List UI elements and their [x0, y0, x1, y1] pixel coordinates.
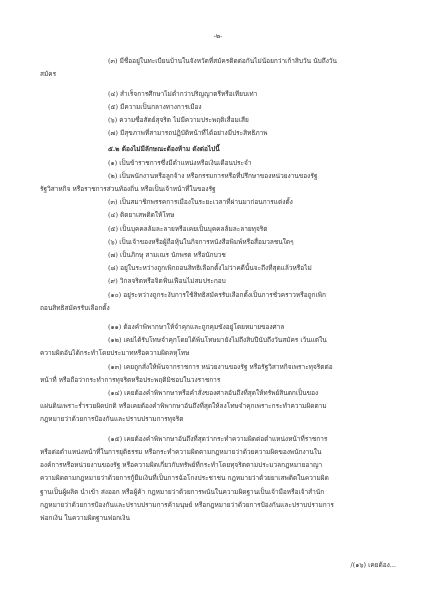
text-line: (๑) เป็นข้าราชการซึ่งมีตำแหน่งหรือเงินเดือนประจำ	[108, 158, 252, 167]
text-line: (๕) มีความเป็นกลางทางการเมือง	[108, 102, 202, 111]
text-line: (๔) ติดยาเสพติดให้โทษ	[108, 211, 175, 220]
text-line: (๑๔) เคยต้องคำพิพากษาหรือคำสั่งของศาลอันถึงที่สุดให้ทรัพย์สินตกเป็นของ	[108, 389, 319, 398]
text-line: (๒) เป็นพนักงานหรือลูกจ้าง หรือกรรมการหรือที่ปรึกษาของหน่วยงานของรัฐ	[108, 171, 318, 180]
text-line: (๙) วิกลจริตหรือจิตฟั่นเฟือนไม่สมประกอบ	[108, 277, 226, 286]
text-line: หรือต่อตำแหน่งหน้าที่ในการยุติธรรม หรือกระทำความผิดตามกฎหมายว่าด้วยความผิดของพนักงานใน	[40, 447, 322, 456]
text-line: (๘) อยู่ในระหว่างถูกเพิกถอนสิทธิเลือกตั้งไม่ว่าคดีนั้นจะถึงที่สุดแล้วหรือไม่	[108, 264, 312, 273]
text-line: (๗) มีสุขภาพที่สามารถปฏิบัติหน้าที่ได้อย่างมีประสิทธิภาพ	[108, 129, 268, 138]
text-line: กฎหมายว่าด้วยการป้องกันและปราบปรามการค้ามนุษย์ หรือกฎหมายว่าด้วยการป้องกันและปราบปรามการ	[40, 500, 334, 509]
text-line: (๑๒) เคยได้รับโทษจำคุกโดยได้พ้นโทษมายังไม่ถึงสิบปีนับถึงวันสมัคร เว้นแต่ใน	[108, 336, 327, 345]
text-line: (๗) เป็นภิกษุ สามเณร นักพรต หรือนักบวช	[108, 251, 226, 260]
text-line: (๖) ความซื่อสัตย์สุจริต ไม่มีความประพฤติเสื่อมเสีย	[108, 116, 249, 125]
section-heading: ๕.๒ ต้องไม่มีลักษณะต้องห้าม ดังต่อไปนี้	[108, 145, 220, 154]
text-line: (๓) มีชื่ออยู่ในทะเบียนบ้านในจังหวัดที่สมัครติดต่อกันไม่น้อยกว่าเก้าสิบวัน นับถึงวัน	[108, 57, 337, 66]
text-line: (๑๓) เคยถูกสั่งให้พ้นจากราชการ หน่วยงานของรัฐ หรือรัฐวิสาหกิจเพราะทุจริตต่อ	[108, 362, 333, 371]
text-line: กฎหมายว่าด้วยการป้องกันและปราบปรามการทุจริต	[40, 415, 184, 424]
text-line: ฟอกเงิน ในความผิดฐานฟอกเงิน	[40, 513, 130, 522]
text-line: ความผิดอันได้กระทำโดยประมาทหรือความผิดลหุโทษ	[40, 349, 190, 358]
text-line: องค์การหรือหน่วยงานของรัฐ หรือความผิดเกี่ยวกับทรัพย์ที่กระทำโดยทุจริตตามประมวลกฎหมายอาญา	[40, 461, 323, 470]
text-line: (๑๐) อยู่ระหว่างถูกระงับการใช้สิทธิสมัครรับเลือกตั้งเป็นการชั่วคราวหรือถูกเพิก	[108, 290, 326, 299]
text-line: หน้าที่ หรือถือว่ากระทำการทุจริตหรือประพฤติมิชอบในวงราชการ	[40, 375, 221, 384]
text-line: ฐานเป็นผู้ผลิต นำเข้า ส่งออก หรือผู้ค้า กฎหมายว่าด้วยการพนันในความผิดฐานเป็นเจ้ามือหรือเจ้าสำนัก	[40, 487, 325, 496]
text-line: (๓) เป็นสมาชิกพรรคการเมืองในระยะเวลาที่ผ่านมาก่อนการแต่งตั้ง	[108, 198, 293, 207]
page-number: -๒-	[213, 32, 223, 40]
text-line: (๔) สำเร็จการศึกษาไม่ต่ำกว่าปริญญาตรีหรือเทียบเท่า	[108, 89, 258, 98]
text-line: รัฐวิสาหกิจ หรือราชการส่วนท้องถิ่น หรือเป็นเจ้าหน้าที่ในของรัฐ	[40, 185, 216, 194]
text-line: ความผิดตามกฎหมายว่าด้วยการกู้ยืมเงินที่เป็นการฉ้อโกงประชาชน กฎหมายว่าด้วยยาเสพติดในความผิด	[40, 474, 329, 483]
document-body	[40, 55, 396, 525]
text-line: สมัคร	[40, 70, 57, 79]
text-line: แผ่นดินเพราะร่ำรวยผิดปกติ หรือเคยต้องคำพิพากษาอันถึงที่สุดให้ลงโทษจำคุกเพราะกระทำความผิดตาม	[40, 402, 327, 411]
text-line: (๑๕) เคยต้องคำพิพากษาอันถึงที่สุดว่ากระทำความผิดต่อตำแหน่งหน้าที่ราชการ	[108, 434, 328, 443]
text-line: ถอนสิทธิสมัครรับเลือกตั้ง	[40, 303, 110, 312]
continuation-marker: /(๑๖) เคยต้อง...	[350, 560, 396, 569]
text-line: (๕) เป็นบุคคลล้มละลายหรือเคยเป็นบุคคลล้มละลายทุจริต	[108, 224, 268, 233]
text-line: (๑๑) ต้องคำพิพากษาให้จำคุกและถูกคุมขังอยู่โดยหมายของศาล	[108, 323, 285, 332]
text-line: (๖) เป็นเจ้าของหรือผู้ถือหุ้นในกิจการหนังสือพิมพ์หรือสื่อมวลชนใดๆ	[108, 237, 294, 246]
